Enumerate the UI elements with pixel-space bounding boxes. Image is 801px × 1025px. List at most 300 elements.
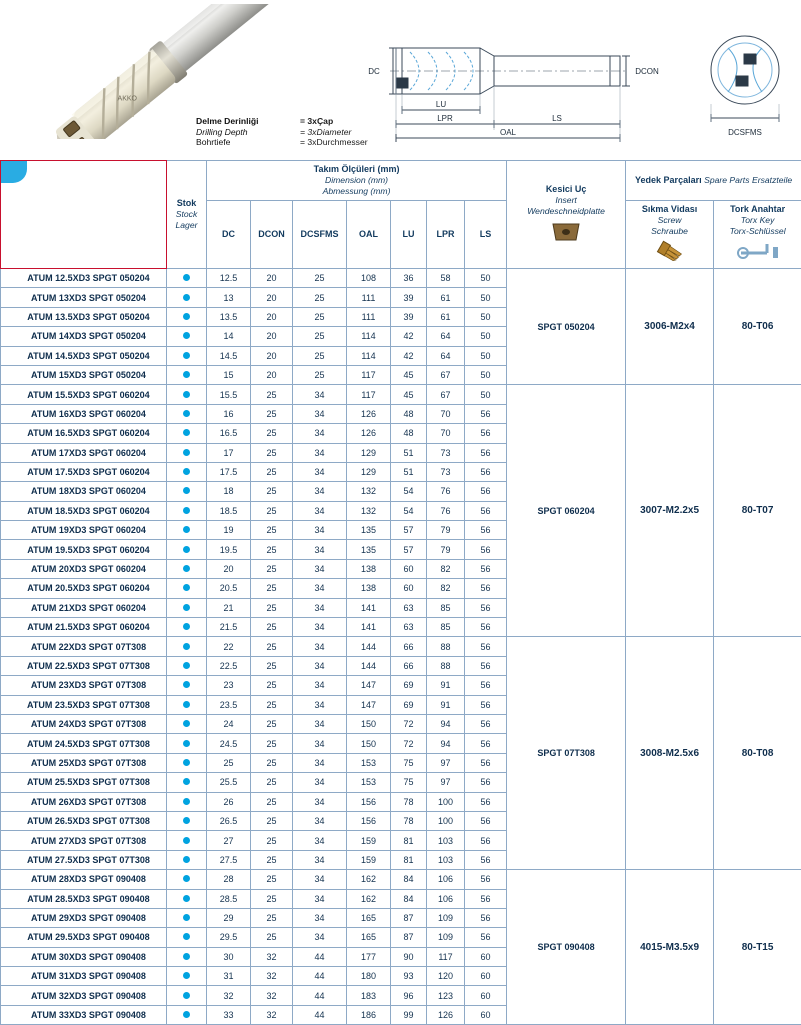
stock-dot-icon: [183, 875, 190, 882]
row-lpr: 82: [427, 559, 465, 578]
label-lpr: LPR: [437, 114, 453, 123]
row-ordering-code: ATUM 16.5XD3 SPGT 060204: [1, 424, 167, 443]
row-dcon: 20: [251, 365, 293, 384]
row-stock: [167, 637, 207, 656]
row-dc: 26.5: [207, 811, 251, 830]
row-dcsfms: 25: [293, 365, 347, 384]
stock-dot-icon: [183, 604, 190, 611]
row-lpr: 76: [427, 482, 465, 501]
stock-dot-icon: [183, 740, 190, 747]
table-row: [1, 269, 801, 288]
row-ordering-code: ATUM 29.5XD3 SPGT 090408: [1, 928, 167, 947]
stock-dot-icon: [183, 933, 190, 940]
row-lu: 75: [391, 773, 427, 792]
row-ordering-code: ATUM 17.5XD3 SPGT 060204: [1, 462, 167, 481]
row-dcon: 25: [251, 559, 293, 578]
spare-parts-header: [626, 161, 801, 201]
row-dcon: 25: [251, 404, 293, 423]
row-stock: [167, 928, 207, 947]
insert-de: Wendeschneidplatte: [509, 206, 623, 217]
dim-col-dcon: DCON: [251, 201, 293, 269]
row-lpr: 88: [427, 656, 465, 675]
row-lu: 48: [391, 404, 427, 423]
row-stock: [167, 753, 207, 772]
row-lu: 36: [391, 269, 427, 288]
row-oal: 153: [347, 773, 391, 792]
row-dc: 28.5: [207, 889, 251, 908]
row-dcsfms: 34: [293, 443, 347, 462]
row-ls: 56: [465, 870, 507, 889]
row-lu: 72: [391, 714, 427, 733]
row-ordering-code: ATUM 22.5XD3 SPGT 07T308: [1, 656, 167, 675]
row-ordering-code: ATUM 14XD3 SPGT 050204: [1, 327, 167, 346]
row-stock: [167, 443, 207, 462]
stock-dot-icon: [183, 972, 190, 979]
row-lu: 69: [391, 695, 427, 714]
row-lpr: 73: [427, 462, 465, 481]
stock-dot-icon: [183, 410, 190, 417]
stock-dot-icon: [183, 662, 190, 669]
row-dcon: 25: [251, 773, 293, 792]
row-lpr: 79: [427, 521, 465, 540]
screw-tr: Sıkma Vidası: [642, 204, 697, 214]
row-dc: 26: [207, 792, 251, 811]
row-dcon: 25: [251, 811, 293, 830]
row-lpr: 91: [427, 676, 465, 695]
row-dcon: 20: [251, 269, 293, 288]
row-dc: 23: [207, 676, 251, 695]
dimension-en: Dimension (mm): [209, 175, 504, 186]
row-stock: [167, 773, 207, 792]
row-lu: 42: [391, 346, 427, 365]
row-oal: 117: [347, 365, 391, 384]
row-lpr: 120: [427, 967, 465, 986]
row-lu: 66: [391, 656, 427, 675]
stock-dot-icon: [183, 701, 190, 708]
row-dcon: 20: [251, 307, 293, 326]
row-dc: 22: [207, 637, 251, 656]
row-stock: [167, 288, 207, 307]
row-dcsfms: 34: [293, 579, 347, 598]
row-ls: 56: [465, 676, 507, 695]
row-dcon: 25: [251, 753, 293, 772]
row-stock: [167, 521, 207, 540]
row-ls: 56: [465, 482, 507, 501]
row-oal: 162: [347, 889, 391, 908]
group-screw: 4015-M3.5x9: [626, 870, 714, 1025]
row-lpr: 73: [427, 443, 465, 462]
label-dc: DC: [368, 67, 380, 76]
row-stock: [167, 365, 207, 384]
group-screw: 3008-M2.5x6: [626, 637, 714, 870]
row-lpr: 58: [427, 269, 465, 288]
row-lu: 63: [391, 598, 427, 617]
row-dcon: 25: [251, 385, 293, 404]
legend-line-de: Bohrtiefe: [196, 137, 259, 148]
row-dcsfms: 44: [293, 967, 347, 986]
row-ls: 56: [465, 579, 507, 598]
row-dc: 13.5: [207, 307, 251, 326]
drilling-depth-legend: [196, 116, 259, 148]
row-dcon: 25: [251, 598, 293, 617]
row-dcon: 25: [251, 870, 293, 889]
row-lu: 60: [391, 579, 427, 598]
row-dcon: 32: [251, 1005, 293, 1024]
row-oal: 108: [347, 269, 391, 288]
row-dc: 22.5: [207, 656, 251, 675]
row-lu: 54: [391, 501, 427, 520]
technical-drawing: [360, 18, 670, 148]
stock-dot-icon: [183, 487, 190, 494]
row-stock: [167, 501, 207, 520]
row-lu: 75: [391, 753, 427, 772]
row-ls: 56: [465, 424, 507, 443]
row-oal: 177: [347, 947, 391, 966]
stock-dot-icon: [183, 371, 190, 378]
row-lu: 93: [391, 967, 427, 986]
dimension-de: Abmessung (mm): [209, 186, 504, 197]
row-dc: 20.5: [207, 579, 251, 598]
row-dcon: 25: [251, 521, 293, 540]
stock-dot-icon: [183, 468, 190, 475]
row-stock: [167, 908, 207, 927]
row-dc: 16: [207, 404, 251, 423]
insert-en: Insert: [509, 195, 623, 206]
row-stock: [167, 792, 207, 811]
row-dcsfms: 34: [293, 928, 347, 947]
stock-dot-icon: [183, 449, 190, 456]
torx-en: Torx Key: [716, 215, 799, 226]
row-ls: 50: [465, 327, 507, 346]
row-ordering-code: ATUM 25XD3 SPGT 07T308: [1, 753, 167, 772]
dim-col-dcsfms: DCSFMS: [293, 201, 347, 269]
row-dc: 25: [207, 753, 251, 772]
row-dcsfms: 25: [293, 327, 347, 346]
row-dcon: 25: [251, 908, 293, 927]
row-lu: 39: [391, 307, 427, 326]
row-dc: 19.5: [207, 540, 251, 559]
row-dc: 28: [207, 870, 251, 889]
group-insert: SPGT 060204: [507, 385, 626, 637]
stock-dot-icon: [183, 584, 190, 591]
legend-eq-en: = 3xDiameter: [300, 127, 368, 138]
row-lpr: 123: [427, 986, 465, 1005]
row-ordering-code: ATUM 21XD3 SPGT 060204: [1, 598, 167, 617]
stock-dot-icon: [183, 1011, 190, 1018]
row-dcon: 25: [251, 695, 293, 714]
row-stock: [167, 1005, 207, 1024]
ordering-table: [0, 160, 801, 1025]
stock-dot-icon: [183, 526, 190, 533]
row-lu: 78: [391, 811, 427, 830]
dcsfms-drawing: [700, 18, 790, 143]
row-dcsfms: 25: [293, 346, 347, 365]
row-ordering-code: ATUM 26.5XD3 SPGT 07T308: [1, 811, 167, 830]
row-dcsfms: 34: [293, 618, 347, 637]
row-dc: 17: [207, 443, 251, 462]
spare-parts-tr: Yedek Parçaları: [635, 175, 702, 185]
row-oal: 126: [347, 404, 391, 423]
insert-header: [507, 161, 626, 269]
stock-de: Lager: [169, 220, 204, 231]
row-ls: 56: [465, 831, 507, 850]
row-ls: 56: [465, 850, 507, 869]
row-dcsfms: 25: [293, 307, 347, 326]
row-dcon: 32: [251, 947, 293, 966]
screw-header: [626, 201, 714, 269]
dimension-header: [207, 161, 507, 201]
row-lpr: 85: [427, 618, 465, 637]
row-ordering-code: ATUM 16XD3 SPGT 060204: [1, 404, 167, 423]
row-lpr: 82: [427, 579, 465, 598]
table-row: [1, 385, 801, 404]
row-lu: 78: [391, 792, 427, 811]
row-dcsfms: 34: [293, 734, 347, 753]
row-ordering-code: ATUM 15.5XD3 SPGT 060204: [1, 385, 167, 404]
stock-dot-icon: [183, 895, 190, 902]
row-oal: 162: [347, 870, 391, 889]
row-lpr: 64: [427, 327, 465, 346]
row-dcsfms: 34: [293, 462, 347, 481]
stock-dot-icon: [183, 546, 190, 553]
row-dcsfms: 34: [293, 831, 347, 850]
row-dcon: 25: [251, 501, 293, 520]
row-oal: 135: [347, 540, 391, 559]
row-lpr: 70: [427, 424, 465, 443]
row-ls: 60: [465, 967, 507, 986]
row-oal: 138: [347, 579, 391, 598]
row-dc: 31: [207, 967, 251, 986]
group-insert: SPGT 090408: [507, 870, 626, 1025]
row-lu: 54: [391, 482, 427, 501]
stock-dot-icon: [183, 914, 190, 921]
table-body: [1, 269, 801, 1025]
row-lu: 45: [391, 365, 427, 384]
row-stock: [167, 695, 207, 714]
row-ls: 56: [465, 501, 507, 520]
row-ordering-code: ATUM 23.5XD3 SPGT 07T308: [1, 695, 167, 714]
row-ls: 56: [465, 695, 507, 714]
stock-dot-icon: [183, 837, 190, 844]
row-lu: 45: [391, 385, 427, 404]
row-dcon: 25: [251, 443, 293, 462]
row-dcon: 25: [251, 656, 293, 675]
row-dcsfms: 25: [293, 269, 347, 288]
stock-dot-icon: [183, 992, 190, 999]
torx-de: Torx-Schlüssel: [716, 226, 799, 237]
row-dc: 30: [207, 947, 251, 966]
stock-dot-icon: [183, 391, 190, 398]
row-lu: 87: [391, 908, 427, 927]
row-dcon: 25: [251, 637, 293, 656]
stock-en: Stock: [169, 209, 204, 220]
ordering-code-header: [1, 161, 167, 269]
stock-dot-icon: [183, 352, 190, 359]
row-lu: 69: [391, 676, 427, 695]
row-ls: 50: [465, 288, 507, 307]
row-ordering-code: ATUM 20.5XD3 SPGT 060204: [1, 579, 167, 598]
row-lu: 39: [391, 288, 427, 307]
row-dcsfms: 34: [293, 908, 347, 927]
row-dcsfms: 34: [293, 753, 347, 772]
row-stock: [167, 831, 207, 850]
ordering-code-en: Ordering Code: [11, 217, 160, 231]
group-torx-key: 80-T06: [714, 269, 801, 385]
row-dc: 21.5: [207, 618, 251, 637]
row-lpr: 67: [427, 385, 465, 404]
row-oal: 129: [347, 443, 391, 462]
row-lpr: 97: [427, 753, 465, 772]
row-dc: 14: [207, 327, 251, 346]
insert-icon: [549, 219, 583, 245]
row-ordering-code: ATUM 28.5XD3 SPGT 090408: [1, 889, 167, 908]
group-screw: 3006-M2x4: [626, 269, 714, 385]
row-dc: 27.5: [207, 850, 251, 869]
ordering-table-wrapper: [0, 160, 801, 1025]
row-lpr: 109: [427, 908, 465, 927]
row-oal: 186: [347, 1005, 391, 1024]
row-ls: 60: [465, 947, 507, 966]
row-dcsfms: 34: [293, 889, 347, 908]
spare-parts-de: Ersatzteile: [752, 175, 792, 185]
row-ls: 56: [465, 811, 507, 830]
row-ls: 56: [465, 908, 507, 927]
row-ordering-code: ATUM 30XD3 SPGT 090408: [1, 947, 167, 966]
row-stock: [167, 656, 207, 675]
row-ordering-code: ATUM 19XD3 SPGT 060204: [1, 521, 167, 540]
row-oal: 159: [347, 831, 391, 850]
row-ordering-code: ATUM 13.5XD3 SPGT 050204: [1, 307, 167, 326]
row-dcon: 25: [251, 579, 293, 598]
row-lu: 57: [391, 540, 427, 559]
row-ls: 56: [465, 618, 507, 637]
stock-dot-icon: [183, 681, 190, 688]
row-ordering-code: ATUM 18XD3 SPGT 060204: [1, 482, 167, 501]
stock-dot-icon: [183, 953, 190, 960]
row-ls: 50: [465, 269, 507, 288]
label-oal: OAL: [500, 128, 517, 137]
row-dcsfms: 34: [293, 598, 347, 617]
row-lu: 51: [391, 443, 427, 462]
row-dcsfms: 34: [293, 404, 347, 423]
row-oal: 141: [347, 598, 391, 617]
dim-col-lu: LU: [391, 201, 427, 269]
row-ordering-code: ATUM 15XD3 SPGT 050204: [1, 365, 167, 384]
illustration-area: [0, 0, 801, 160]
row-ls: 50: [465, 365, 507, 384]
row-lpr: 100: [427, 811, 465, 830]
row-dcsfms: 34: [293, 559, 347, 578]
row-dcsfms: 44: [293, 947, 347, 966]
row-ordering-code: ATUM 13XD3 SPGT 050204: [1, 288, 167, 307]
row-ordering-code: ATUM 20XD3 SPGT 060204: [1, 559, 167, 578]
row-dc: 16.5: [207, 424, 251, 443]
stock-dot-icon: [183, 313, 190, 320]
row-ordering-code: ATUM 31XD3 SPGT 090408: [1, 967, 167, 986]
row-lpr: 76: [427, 501, 465, 520]
row-ordering-code: ATUM 19.5XD3 SPGT 060204: [1, 540, 167, 559]
stock-dot-icon: [183, 759, 190, 766]
row-dc: 19: [207, 521, 251, 540]
row-dcsfms: 34: [293, 521, 347, 540]
row-lu: 90: [391, 947, 427, 966]
row-ls: 56: [465, 714, 507, 733]
legend-line-tr: Delme Derinliği: [196, 116, 259, 127]
label-dcon: DCON: [635, 67, 659, 76]
row-dcsfms: 34: [293, 695, 347, 714]
row-dc: 23.5: [207, 695, 251, 714]
row-dcsfms: 34: [293, 792, 347, 811]
row-stock: [167, 559, 207, 578]
stock-dot-icon: [183, 623, 190, 630]
row-oal: 138: [347, 559, 391, 578]
row-lpr: 61: [427, 288, 465, 307]
row-lpr: 103: [427, 850, 465, 869]
row-oal: 141: [347, 618, 391, 637]
row-dcsfms: 44: [293, 1005, 347, 1024]
row-dcon: 25: [251, 618, 293, 637]
row-dc: 24.5: [207, 734, 251, 753]
row-stock: [167, 579, 207, 598]
label-dcsfms: DCSFMS: [728, 128, 762, 137]
row-ordering-code: ATUM 29XD3 SPGT 090408: [1, 908, 167, 927]
row-lu: 66: [391, 637, 427, 656]
row-dcsfms: 34: [293, 773, 347, 792]
dim-col-lpr: LPR: [427, 201, 465, 269]
row-lpr: 64: [427, 346, 465, 365]
stock-dot-icon: [183, 429, 190, 436]
row-ls: 56: [465, 443, 507, 462]
row-dcon: 25: [251, 850, 293, 869]
stock-dot-icon: [183, 332, 190, 339]
screw-de: Schraube: [628, 226, 711, 237]
row-dc: 24: [207, 714, 251, 733]
row-dcon: 25: [251, 889, 293, 908]
stock-dot-icon: [183, 798, 190, 805]
dim-col-ls: LS: [465, 201, 507, 269]
row-oal: 153: [347, 753, 391, 772]
row-oal: 135: [347, 521, 391, 540]
row-stock: [167, 734, 207, 753]
stock-dot-icon: [183, 856, 190, 863]
row-ls: 56: [465, 559, 507, 578]
row-stock: [167, 967, 207, 986]
row-stock: [167, 618, 207, 637]
row-oal: 150: [347, 734, 391, 753]
group-torx-key: 80-T08: [714, 637, 801, 870]
row-ls: 60: [465, 1005, 507, 1024]
row-stock: [167, 424, 207, 443]
row-ls: 56: [465, 462, 507, 481]
row-dcsfms: 34: [293, 385, 347, 404]
stock-dot-icon: [183, 778, 190, 785]
group-torx-key: 80-T15: [714, 870, 801, 1025]
row-dc: 27: [207, 831, 251, 850]
row-lpr: 100: [427, 792, 465, 811]
row-ls: 56: [465, 928, 507, 947]
row-lpr: 79: [427, 540, 465, 559]
row-lu: 84: [391, 889, 427, 908]
row-ordering-code: ATUM 26XD3 SPGT 07T308: [1, 792, 167, 811]
row-oal: 180: [347, 967, 391, 986]
row-stock: [167, 269, 207, 288]
row-ordering-code: ATUM 28XD3 SPGT 090408: [1, 870, 167, 889]
row-stock: [167, 889, 207, 908]
row-lu: 96: [391, 986, 427, 1005]
legend-eq-tr: = 3xÇap: [300, 116, 368, 127]
row-dcsfms: 34: [293, 637, 347, 656]
row-lpr: 91: [427, 695, 465, 714]
